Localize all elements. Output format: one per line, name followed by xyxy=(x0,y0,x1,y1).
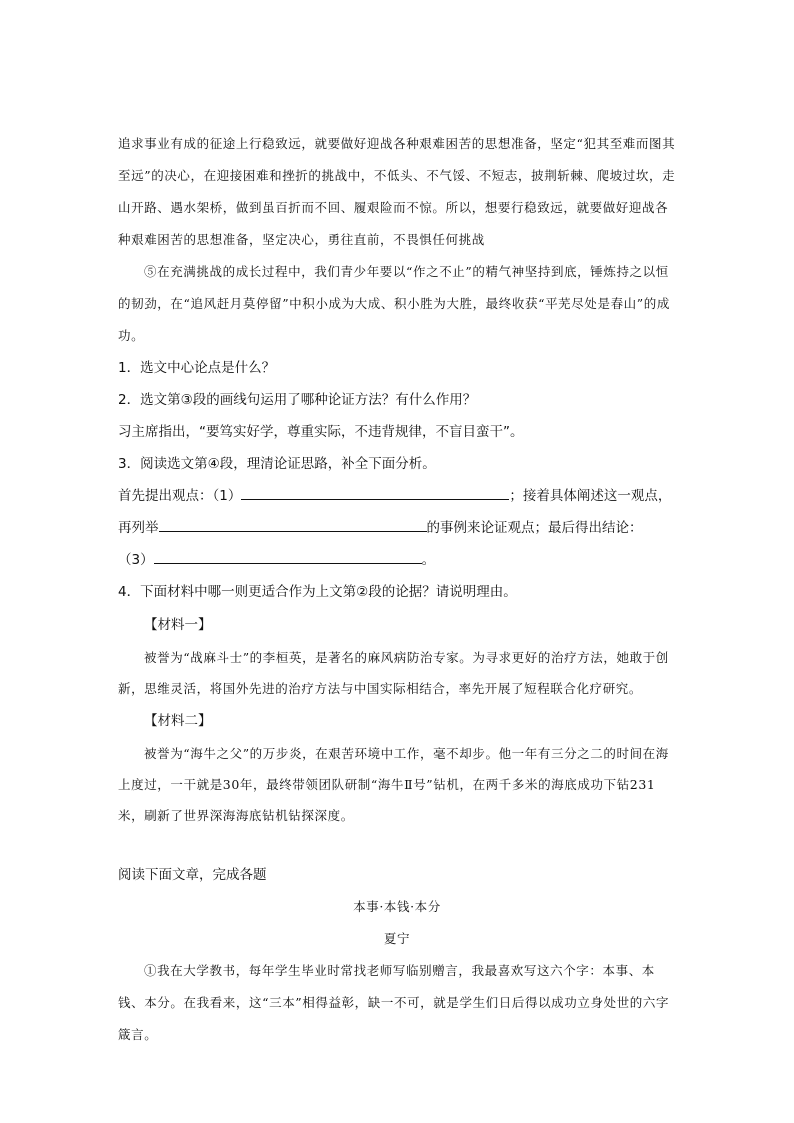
paragraph-4-continued: 追求事业有成的征途上行稳致远，就要做好迎战各种艰难困苦的思想准备，坚定“犯其至难而图其至远”的决心，在迎接困难和挫折的挑战中，不低头、不气馁、不短志，披荆斩棘、爬坡过坎，走山开路、遇水架桥，做到虽百折而不回、履艰险而不惊。所以，想要行稳致远，就要做好迎战各种艰难困苦的思想准备，坚定决心，勇往直前，不畏惧任何挑战 xyxy=(118,136,676,247)
article-paragraph-1: ①我在大学教书，每年学生毕业时常找老师写临别赠言，我最喜欢写这六个字：本事、本钱、本分。在我看来，这“三本”相得益彰，缺一不可，就是学生们日后得以成功立身处世的六字箴言。 xyxy=(118,963,670,1042)
question-1: 1．选文中心论点是什么？ xyxy=(118,360,276,376)
question-2: 2．选文第③段的画线句运用了哪种论证方法？有什么作用？ xyxy=(118,392,477,408)
q3-line2-suffix: 的事例来论证观点；最后得出结论： xyxy=(426,520,643,536)
article-title: 本事·本钱·本分 xyxy=(353,899,441,914)
material-2-body: 被誉为“海牛之父”的万步炎，在艰苦环境中工作，毫不却步。他一年有三分之二的时间在海上度过，一干就是30年，最终带领团队研制“海牛Ⅱ号”钻机，在两千多米的海底成功下钻231米，刷新了世界深海海底钻机钻探深度。 xyxy=(118,746,669,823)
question-4: 4．下面材料中哪一则更适合作为上文第②段的论据？请说明理由。 xyxy=(118,584,517,600)
question-2-quote: 习主席指出，“要笃实好学，尊重实际，不违背规律，不盲目蛮干”。 xyxy=(118,424,524,440)
question-3-line-3 xyxy=(118,544,676,576)
q3-line3-suffix: 。 xyxy=(421,552,436,568)
answer-blank-1[interactable] xyxy=(241,485,509,500)
article-author: 夏宁 xyxy=(383,931,411,946)
answer-blank-3[interactable] xyxy=(154,549,422,564)
material-1-body: 被誉为“战麻斗士”的李桓英，是著名的麻风病防治专家。为寻求更好的治疗方法，她敢于创新，思维灵活，将国外先进的治疗方法与中国实际相结合，率先开展了短程联合化疗研究。 xyxy=(118,650,669,696)
paragraph-5: ⑤在充满挑战的成长过程中，我们青少年要以“作之不止”的精气神坚持到底，锤炼持之以恒的韧劲，在“追风赶月莫停留”中积小成为大成、积小胜为大胜，最终收获“平芜尽处是春山”的成功。 xyxy=(118,264,670,343)
question-3: 3．阅读选文第④段，理清论证思路，补全下面分析。 xyxy=(118,456,436,472)
question-3-line-1 xyxy=(118,480,676,512)
document-page xyxy=(118,128,676,1051)
q3-line1-prefix: 首先提出观点：（1） xyxy=(118,488,242,504)
q3-line2-prefix: 再列举 xyxy=(118,520,159,536)
material-1-title: 【材料一】 xyxy=(144,617,212,633)
q3-line1-suffix: ；接着具体阐述这一观点， xyxy=(509,488,672,504)
material-2-title: 【材料二】 xyxy=(144,713,212,729)
question-3-line-2 xyxy=(118,512,676,544)
q3-line3-prefix: （3） xyxy=(118,552,154,568)
reading-intro: 阅读下面文章，完成各题 xyxy=(118,867,267,883)
section-spacer xyxy=(118,831,676,859)
answer-blank-2[interactable] xyxy=(159,517,427,532)
